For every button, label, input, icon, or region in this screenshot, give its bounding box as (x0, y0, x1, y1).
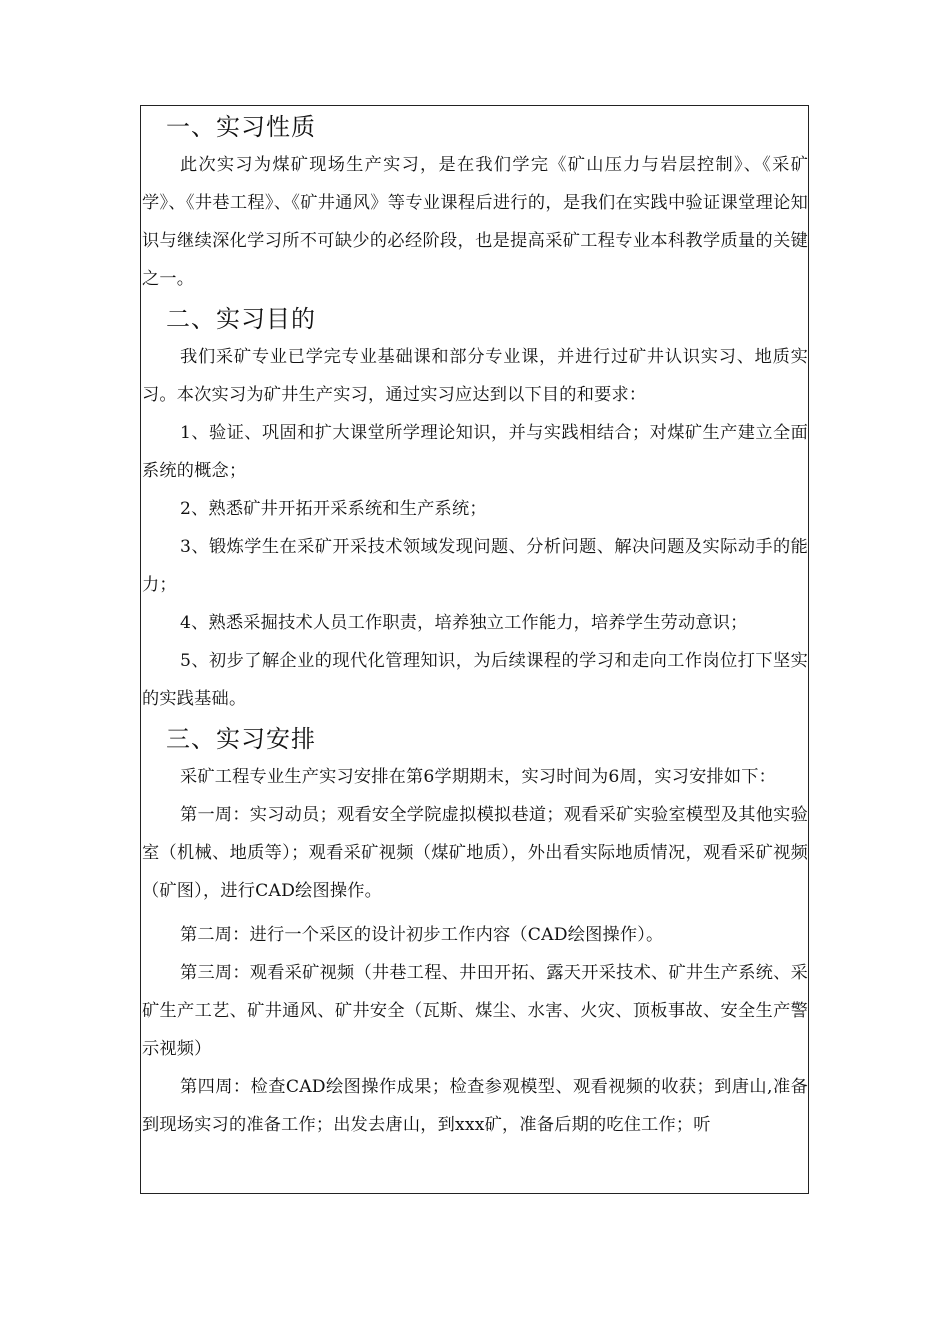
schedule-week-1: 第一周：实习动员；观看安全学院虚拟模拟巷道；观看采矿实验室模型及其他实验室（机械、地质等）；观看采矿视频（煤矿地质），外出看实际地质情况，观看采矿视频（矿图），进行CAD绘图操作。 (142, 805, 808, 901)
list-item: 4、熟悉采掘技术人员工作职责，培养独立工作能力，培养学生劳动意识； (180, 613, 748, 633)
list-item: 1、验证、巩固和扩大课堂所学理论知识，并与实践相结合；对煤矿生产建立全面系统的概念； (142, 423, 808, 481)
schedule-week-4: 第四周：检查CAD绘图操作成果；检查参观模型、观看视频的收获；到唐山,准备到现场实习的准备工作；出发去唐山，到xxx矿，准备后期的吃住工作；听 (142, 1077, 808, 1135)
schedule-week-2: 第二周：进行一个采区的设计初步工作内容（CAD绘图操作）。 (180, 925, 664, 945)
paragraph: 采矿工程专业生产实习安排在第6学期期末，实习时间为6周，实习安排如下： (180, 767, 777, 787)
section-heading-schedule: 三、实习安排 (166, 725, 316, 753)
schedule-week-3: 第三周：观看采矿视频（井巷工程、井田开拓、露天开采技术、矿井生产系统、采矿生产工艺、矿井通风、矿井安全（瓦斯、煤尘、水害、火灾、顶板事故、安全生产警示视频） (142, 963, 808, 1059)
list-item: 5、初步了解企业的现代化管理知识，为后续课程的学习和走向工作岗位打下坚实的实践基础。 (142, 651, 808, 709)
paragraph: 我们采矿专业已学完专业基础课和部分专业课，并进行过矿井认识实习、地质实习。本次实习为矿井生产实习，通过实习应达到以下目的和要求： (142, 347, 808, 405)
list-item: 2、熟悉矿井开拓开采系统和生产系统； (180, 499, 487, 519)
section-heading-nature: 一、实习性质 (166, 113, 316, 141)
list-item: 3、锻炼学生在采矿开采技术领域发现问题、分析问题、解决问题及实际动手的能力； (142, 537, 808, 595)
paragraph: 此次实习为煤矿现场生产实习，是在我们学完《矿山压力与岩层控制》、《采矿学》、《井巷工程》、《矿井通风》等专业课程后进行的，是我们在实践中验证课堂理论知识与继续深化学习所不可缺少的必经阶段，也是提高采矿工程专业本科教学质量的关键之一。 (142, 155, 808, 289)
table-cell-frame (140, 105, 809, 1194)
section-heading-purpose: 二、实习目的 (166, 305, 316, 333)
document-body (141, 108, 808, 1144)
